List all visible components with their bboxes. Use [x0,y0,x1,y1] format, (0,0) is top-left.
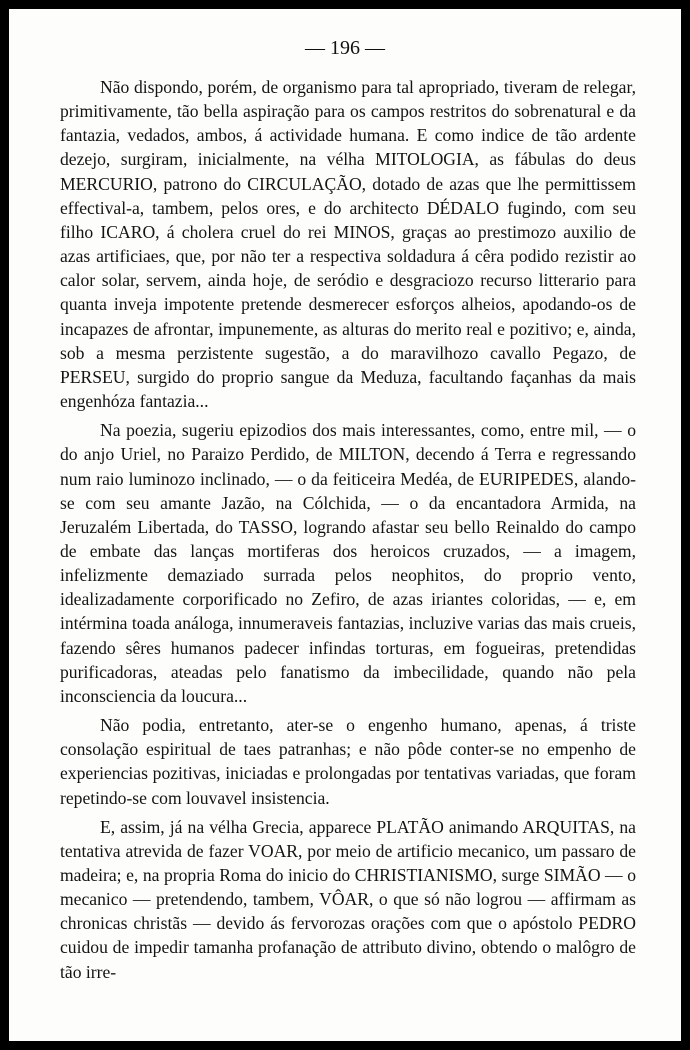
body-text [60,75,636,984]
page-number: — 196 — [305,37,385,59]
paragraph: E, assim, já na vélha Grecia, apparece PLATÃO animando ARQUITAS, na tentativa atrevida de fazer VOAR, por meio de artificio mecanico, um passaro de madeira; e, na propria Roma do inicio do CHRISTIANISMO, surge SIMÃO — o mecanico — pretendendo, tambem, VÔAR, o que só não logrou — affirmam as chronicas christãs — devido ás fervorozas orações com que o apóstolo PEDRO cuidou de impedir tamanha profanação de attributo divino, obtendo o malôgro de tão irre- [60,816,636,982]
paragraph: Não dispondo, porém, de organismo para tal apropriado, tiveram de relegar, primitivamente, tão bella aspiração para os campos restritos do sobrenatural e da fantazia, vedados, ambos, á actividade humana. E como indice de tão ardente dezejo, surgiram, inicialmente, na vélha MITOLOGIA, as fábulas do deus MERCURIO, patrono do CIRCULAÇÃO, dotado de azas que lhe permittissem effectival-a, tambem, pelos ores, e do architecto DÉDALO fugindo, com seu filho ICARO, á cholera cruel do rei MINOS, graças ao prestimozo auxilio de azas artificiaes, que, por não ter a respectiva soldadura á cêra podido rezistir ao calor solar, servem, ainda hoje, de seródio e desgraciozo recurso litterario para quanta inveja impotente pretende desmerecer esforços alheios, apodando-os de incapazes de afrontar, impunemente, as alturas do merito real e pozitivo; e, ainda, sob a mesma perzistente sugestão, a do maravilhozo cavallo Pegazo, de PERSEU, surgido do proprio sangue da Meduza, facultando façanhas da mais engenhóza fantazia... [60,77,636,412]
paragraph: Não podia, entretanto, ater-se o engenho humano, apenas, á triste consolação espiritual de taes patranhas; e não pôde conter-se no empenho de experiencias pozitivas, iniciadas e prolongadas por tentativas variadas, que foram repetindo-se com louvavel insistencia. [60,715,636,808]
book-page [9,9,681,1041]
paragraph: Na poezia, sugeriu epizodios dos mais interessantes, como, entre mil, — o do anjo Uriel, no Paraizo Perdido, de MILTON, decendo á Terra e regressando num raio luminozo inclinado, — o da feiticeira Medéa, de EURIPEDES, alando-se com seu amante Jazão, na Cólchida, — o da encantadora Armida, na Jeruzalém Libertada, do TASSO, logrando afastar seu bello Reinaldo do campo de embate das lanças mortiferas dos heroicos cruzados, — a imagem, infelizmente demaziado surrada pelos neophitos, do proprio vento, idealizadamente corporificado no Zefiro, de azas iriantes coloridas, — e, em intérmina toada análoga, innumeraveis fantazias, incluzive varias das mais crueis, fazendo sêres humanos padecer infindas torturas, em fogueiras, pretendidas purificadoras, ateadas pelo fanatismo da imbecilidade, quando não pela inconsciencia da loucura... [60,420,636,706]
